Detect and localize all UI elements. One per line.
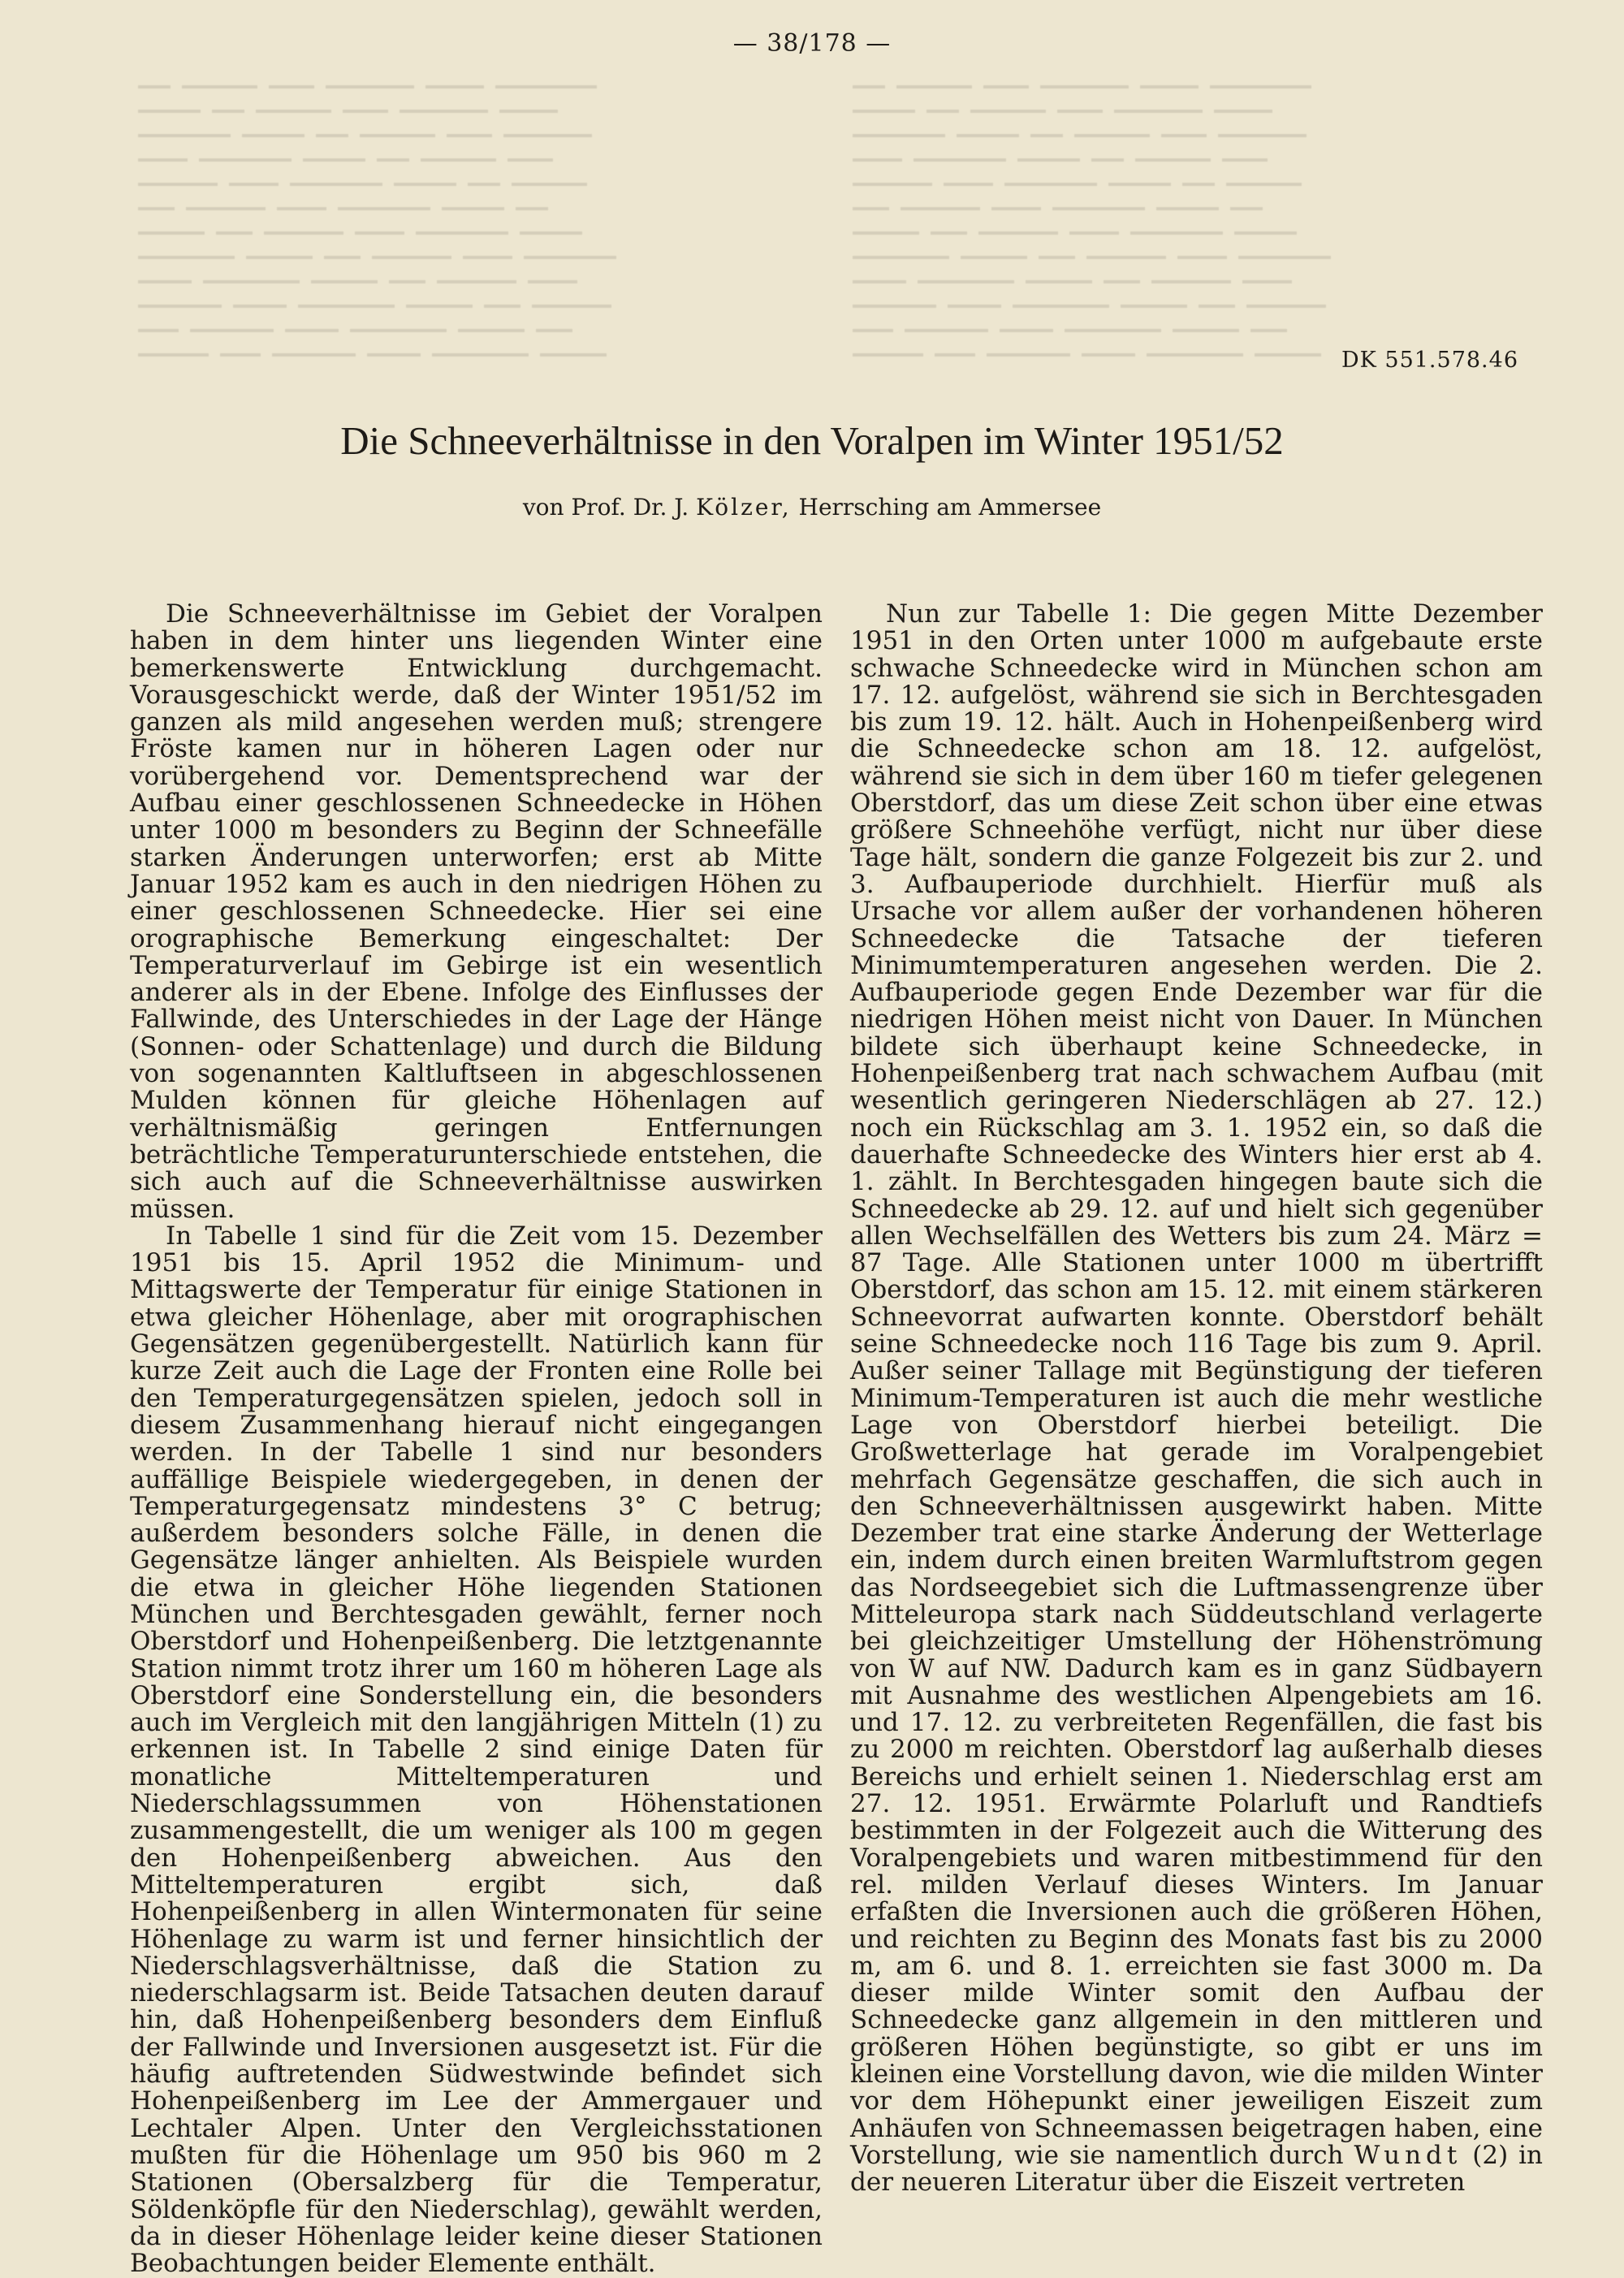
cited-author: Wundt [1354,2140,1462,2170]
right-paragraph-1-tail: (2) in der neueren Literatur über die Eiszeit vertreten [850,2140,1544,2198]
right-column [850,601,1543,2197]
byline-author: Kölzer, [696,494,792,521]
left-paragraph-1: Die Schneeverhältnisse im Gebiet der Voralpen haben in dem hinter uns liegenden Winter eine bemerkenswerte Entwicklung durchgemacht. Vorausgeschickt werde, daß der Winter 1951/52 im ganzen als mild angesehen werden muß; strengere Fröste kamen nur in höheren Lagen oder nur vorübergehend vor. Dementsprechend war der Aufbau einer geschlossenen Schneedecke in Höhen unter 1000 m besonders zu Beginn der Schneefälle starken Änderungen unterworfen; erst ab Mitte Januar 1952 kam es auch in den niedrigen Höhen zu einer geschlossenen Schneedecke. Hier sei eine orographische Bemerkung eingeschaltet: Der Temperaturverlauf im Gebirge ist ein wesentlich anderer als in der Ebene. Infolge des Einflusses der Fallwinde, des Unterschiedes in der Lage der Hänge (Sonnen- oder Schattenlage) und durch die Bildung von sogenannten Kaltluftseen in abgeschlossenen Mulden können für gleiche Höhenlagen auf verhältnismäßig geringen Entfernungen beträchtliche Temperaturunterschiede entstehen, die sich auch auf die Schneeverhältnisse auswirken müssen. [130,599,823,1224]
show-through-text-right [853,73,1437,382]
right-paragraph-1-text: Nun zur Tabelle 1: Die gegen Mitte Dezember 1951 in den Orten unter 1000 m aufgebaute erste schwache Schneedecke wird in München schon am 17. 12. aufgelöst, während sie sich in Berchtesgaden bis zum 19. 12. hält. Auch in Hohenpeißenberg wird die Schneedecke schon am 18. 12. aufgelöst, während sie sich in dem über 160 m tiefer gelegenen Oberstdorf, das um diese Zeit schon über eine etwas größere Schneehöhe verfügt, nicht nur über diese Tage hält, sondern die ganze Folgezeit bis zur 2. und 3. Aufbauperiode durchhielt. Hierfür muß als Ursache vor allem außer der vorhandenen höheren Schneedecke die Tatsache der tieferen Minimumtemperaturen angesehen werden. Die 2. Aufbauperiode gegen Ende Dezember war für die niedrigen Höhen meist nicht von Dauer. In München bildete sich überhaupt keine Schneedecke, in Hohenpeißenberg trat nach schwachem Aufbau (mit wesentlich geringeren Niederschlägen ab 27. 12.) noch ein Rückschlag am 3. 1. 1952 ein, so daß die dauerhafte Schneedecke des Winters hier erst ab 4. 1. zählt. In Berchtesgaden hingegen baute sich die Schneedecke ab 29. 12. auf und hielt sich gegenüber allen Wechselfällen des Wetters bis zum 24. März = 87 Tage. Alle Stationen unter 1000 m übertrifft Oberstdorf, das schon am 15. 12. mit einem stärkeren Schneevorrat aufwarten konnte. Oberstdorf behält seine Schneedecke noch 116 Tage bis zum 9. April. Außer seiner Tallage mit Begünstigung der tieferen Minimum-Temperaturen ist auch die mehr westliche Lage von Oberstdorf hierbei beteiligt. Die Großwetterlage hat gerade im Voralpengebiet mehrfach Gegensätze geschaffen, die sich auch in den Schneeverhältnissen ausgewirkt haben. Mitte Dezember trat eine starke Änderung der Wetterlage ein, indem durch einen breiten Warmluftstrom gegen das Nordseegebiet sich die Luftmassengrenze über Mitteleuropa stark nach Süddeutschland verlagerte bei gleichzeitiger Umstellung der Höhenströmung von W auf NW. Dadurch kam es in ganz Südbayern mit Ausnahme des westlichen Alpengebiets am 16. und 17. 12. zu verbreiteten Regenfällen, die fast bis zu 2000 m reichten. Oberstdorf lag außerhalb dieses Bereichs und erhielt seinen 1. Niederschlag erst am 27. 12. 1951. Erwärmte Polarluft und Randtiefs bestimmten in der Folgezeit auch die Witterung des Voralpengebiets und waren mitbestimmend für den rel. milden Verlauf dieses Winters. Im Januar erfaßten die Inversionen auch die größeren Höhen, und reichten zu Beginn des Monats fast bis zu 2000 m, am 6. und 8. 1. erreichten sie fast 3000 m. Da dieser milde Winter somit den Aufbau der Schneedecke ganz allgemein in den mittleren und größeren Höhen begünstigte, so gibt er uns im kleinen eine Vorstellung davon, wie die milden Winter vor dem Höhepunkt einer jeweiligen Eiszeit zum Anhäufen von Schneemassen beigetragen haben, eine Vorstellung, wie sie namentlich durch [850,599,1543,2170]
page-number: — 38/178 — [732,29,892,58]
byline [0,494,1624,521]
left-paragraph-2: In Tabelle 1 sind für die Zeit vom 15. Dezember 1951 bis 15. April 1952 die Minimum- und Mittagswerte der Temperatur für einige Stationen in etwa gleicher Höhenlage, aber mit orographischen Gegensätzen gegenübergestellt. Natürlich kann für kurze Zeit auch die Lage der Fronten eine Rolle bei den Temperaturgegensätzen spielen, jedoch soll in diesem Zusammenhang hierauf nicht eingegangen werden. In der Tabelle 1 sind nur besonders auffällige Beispiele wiedergegeben, in denen der Temperaturgegensatz mindestens 3° C betrug; außerdem besonders solche Fälle, in denen die Gegensätze länger anhielten. Als Beispiele wurden die etwa in gleicher Höhe liegenden Stationen München und Berchtesgaden gewählt, ferner noch Oberstdorf und Hohenpeißenberg. Die letztgenannte Station nimmt trotz ihrer um 160 m höheren Lage als Oberstdorf eine Sonderstellung ein, die besonders auch im Vergleich mit den langjährigen Mitteln (1) zu erkennen ist. In Tabelle 2 sind einige Daten für monatliche Mitteltemperaturen und Niederschlagssummen von Höhenstationen zusammengestellt, die um weniger als 100 m gegen den Hohenpeißenberg abweichen. Aus den Mitteltemperaturen ergibt sich, daß Hohenpeißenberg in allen Wintermonaten für seine Höhenlage zu warm ist und ferner hinsichtlich der Niederschlagsverhältnisse, daß die Station zu niederschlagsarm ist. Beide Tatsachen deuten darauf hin, daß Hohenpeißenberg besonders dem Einfluß der Fallwinde und Inversionen ausgesetzt ist. Für die häufig auftretenden Südwestwinde befindet sich Hohenpeißenberg im Lee der Ammergauer und Lechtaler Alpen. Unter den Vergleichsstationen mußten für die Höhenlage um 950 bis 960 m 2 Stationen (Obersalzberg für die Temperatur, Söldenköpfle für den Niederschlag), gewählt werden, da in dieser Höhenlage leider keine dieser Stationen Beobachtungen beider Elemente enthält. [130,1221,823,2278]
dk-classification: DK 551.578.46 [1341,348,1518,373]
article-title: Die Schneeverhältnisse in den Voralpen im Winter 1951/52 [340,418,1284,463]
left-column [130,601,823,2277]
byline-place: Herrsching am Ammersee [798,494,1102,521]
show-through-text-left [138,73,723,382]
right-paragraph-1 [850,601,1543,2197]
byline-prefix: von Prof. Dr. J. [522,494,689,521]
